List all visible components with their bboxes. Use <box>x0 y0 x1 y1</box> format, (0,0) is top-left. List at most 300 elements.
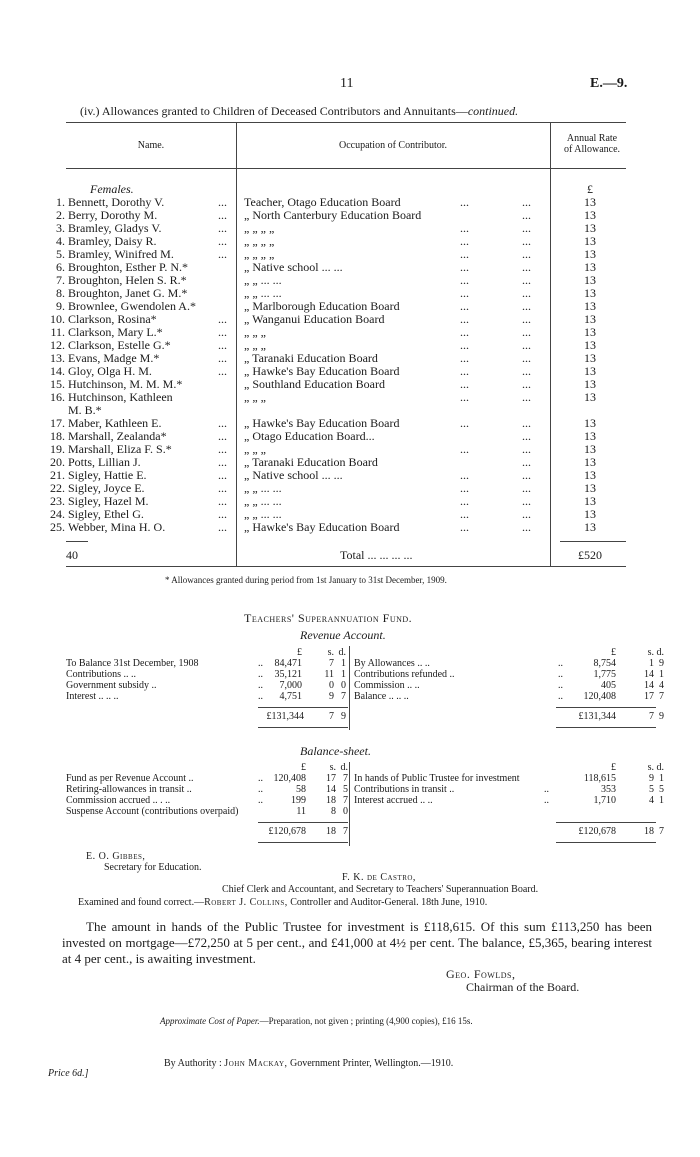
child-name: Clarkson, Estelle G.* <box>68 338 171 352</box>
row-number: 18. <box>50 429 65 443</box>
rate-leader: ... <box>522 273 531 287</box>
contributor-occupation: „ Native school ... ... <box>244 468 343 482</box>
annual-allowance: 13 <box>584 429 596 443</box>
occupation-leader: ... <box>460 312 469 326</box>
balance-left-label: Suspense Account (contributions overpaid) <box>66 806 239 817</box>
balance-right-total-pence: 7 <box>659 826 664 837</box>
revenue-right-shillings: 14 <box>644 669 654 680</box>
revenue-left-shillings: 7 <box>329 658 334 669</box>
occupation-leader: ... <box>460 338 469 352</box>
balance-left-leader: .. <box>258 795 263 806</box>
revenue-right-pounds-header: £ <box>611 647 616 658</box>
table-row <box>0 377 700 390</box>
document-reference: E.—9. <box>590 76 628 91</box>
occupation-leader: ... <box>460 247 469 261</box>
table-row <box>0 351 700 364</box>
rate-leader: ... <box>522 481 531 495</box>
contributor-occupation: „ Taranaki Education Board <box>244 455 378 469</box>
balance-left-shillings: 14 <box>326 784 336 795</box>
revenue-left-pence: 0 <box>341 680 346 691</box>
auditor-name: Robert J. Collins, <box>204 897 288 908</box>
revenue-left-shillings: 0 <box>329 680 334 691</box>
annual-allowance: 13 <box>584 195 596 209</box>
annual-allowance: 13 <box>584 208 596 222</box>
balance-left-label: Fund as per Revenue Account .. <box>66 773 194 784</box>
balance-right-total-shillings: 18 <box>644 826 654 837</box>
table-row <box>0 403 700 416</box>
row-number: 23. <box>50 494 65 508</box>
castro-name: F. K. de Castro, <box>342 872 416 883</box>
annual-allowance: 13 <box>584 338 596 352</box>
revenue-left-pounds: 35,121 <box>274 669 302 680</box>
revenue-left-pence: 1 <box>341 669 346 680</box>
name-leader: ... <box>218 208 227 222</box>
rate-leader: ... <box>522 468 531 482</box>
balance-right-pounds: 118,615 <box>583 773 616 784</box>
authority-suffix: Government Printer, Wellington.—1910. <box>287 1058 454 1069</box>
occupation-leader: ... <box>460 286 469 300</box>
child-name: Marshall, Zealanda* <box>68 429 167 443</box>
table-row <box>0 260 700 273</box>
row-number: 8. <box>56 286 65 300</box>
table-row <box>0 468 700 481</box>
rate-leader: ... <box>522 455 531 469</box>
castro-title: Chief Clerk and Accountant, and Secretary to Teachers' Superannuation Board. <box>222 884 539 895</box>
annual-allowance: 13 <box>584 481 596 495</box>
gibbes-title: Secretary for Education. <box>104 862 202 873</box>
balance-left-pence-header: d. <box>340 762 348 773</box>
child-name: Bramley, Winifred M. <box>68 247 174 261</box>
row-number: 22. <box>50 481 65 495</box>
occupation-leader: ... <box>460 273 469 287</box>
table-row <box>0 429 700 442</box>
annual-allowance: 13 <box>584 507 596 521</box>
table-row <box>0 195 700 208</box>
name-leader: ... <box>218 507 227 521</box>
balance-sheet-title: Balance-sheet. <box>300 744 371 758</box>
authority-prefix: By Authority : <box>164 1058 225 1069</box>
child-name: Sigley, Hattie E. <box>68 468 147 482</box>
revenue-right-pence: 9 <box>659 658 664 669</box>
balance-left-leader: .. <box>258 773 263 784</box>
gibbes-name: E. O. Gibbes, <box>86 851 146 862</box>
name-leader: ... <box>218 481 227 495</box>
contributor-occupation: „ „ „ <box>244 390 266 404</box>
row-number: 21. <box>50 468 65 482</box>
contributor-occupation: „ „ „ „ <box>244 221 275 235</box>
child-name: Potts, Lillian J. <box>68 455 141 469</box>
balance-left-shillings: 8 <box>331 806 336 817</box>
fund-title: Teachers' Superannuation Fund. <box>244 611 413 625</box>
name-leader: ... <box>218 494 227 508</box>
revenue-left-pounds-header: £ <box>297 647 302 658</box>
revenue-left-label: Contributions .. .. <box>66 669 137 680</box>
occupation-leader: ... <box>460 520 469 534</box>
balance-left-pence: 5 <box>343 784 348 795</box>
column-header-name: Name. <box>137 140 165 151</box>
occupation-leader: ... <box>460 260 469 274</box>
balance-right-leader: .. <box>544 784 549 795</box>
contributor-occupation: „ Native school ... ... <box>244 260 343 274</box>
rate-leader: ... <box>522 338 531 352</box>
balance-left-pounds-header: £ <box>301 762 306 773</box>
child-name: Broughton, Helen S. R.* <box>68 273 187 287</box>
contributor-occupation: „ „ „ <box>244 325 266 339</box>
balance-left-label: Retiring-allowances in transit .. <box>66 784 192 795</box>
revenue-right-shillings: 1 <box>649 658 654 669</box>
occupation-leader: ... <box>460 481 469 495</box>
revenue-left-pounds: 4,751 <box>279 691 302 702</box>
table-row <box>0 208 700 221</box>
annual-allowance: 13 <box>584 260 596 274</box>
contributor-occupation: „ Southland Education Board <box>244 377 385 391</box>
cost-line <box>160 1016 473 1026</box>
balance-right-pounds: 1,710 <box>593 795 616 806</box>
child-name: Broughton, Esther P. N.* <box>68 260 188 274</box>
table-caption <box>80 104 518 119</box>
revenue-left-pence-header: d. <box>338 647 346 658</box>
revenue-right-leader: .. <box>558 669 563 680</box>
contributor-occupation: „ Wanganui Education Board <box>244 312 385 326</box>
rate-leader: ... <box>522 416 531 430</box>
revenue-right-leader: .. <box>558 658 563 669</box>
contributor-occupation: „ „ ... ... <box>244 507 282 521</box>
balance-left-pounds: 58 <box>296 784 306 795</box>
row-number: 10. <box>50 312 65 326</box>
revenue-right-pence: 4 <box>659 680 664 691</box>
child-name: Sigley, Joyce E. <box>68 481 145 495</box>
contributor-occupation: „ „ „ „ <box>244 234 275 248</box>
row-number: 14. <box>50 364 65 378</box>
occupation-leader: ... <box>460 221 469 235</box>
row-number: 9. <box>56 299 65 313</box>
revenue-left-shillings: 9 <box>329 691 334 702</box>
table-row <box>0 273 700 286</box>
name-leader: ... <box>218 247 227 261</box>
balance-right-shillings-header: s. <box>647 762 654 773</box>
revenue-left-shillings: 11 <box>324 669 334 680</box>
revenue-left-total-shillings: 7 <box>329 711 334 722</box>
table-bottom-rule <box>66 566 626 567</box>
annual-allowance: 13 <box>584 416 596 430</box>
revenue-right-label: Commission .. .. <box>354 680 420 691</box>
row-number: 19. <box>50 442 65 456</box>
table-row <box>0 234 700 247</box>
revenue-right-leader: .. <box>558 691 563 702</box>
occupation-leader: ... <box>460 299 469 313</box>
table-row <box>0 507 700 520</box>
rate-leader: ... <box>522 390 531 404</box>
chairman-name: Geo. Fowlds, <box>446 967 516 981</box>
balance-right-pence-header: d. <box>656 762 664 773</box>
table-row <box>0 494 700 507</box>
occupation-leader: ... <box>460 468 469 482</box>
balance-left-shillings: 18 <box>326 795 336 806</box>
rate-leader: ... <box>522 507 531 521</box>
contributor-occupation: „ Otago Education Board... <box>244 429 375 443</box>
name-leader: ... <box>218 312 227 326</box>
rate-leader: ... <box>522 195 531 209</box>
occupation-leader: ... <box>460 364 469 378</box>
balance-right-pounds-header: £ <box>611 762 616 773</box>
name-leader: ... <box>218 520 227 534</box>
table-row <box>0 286 700 299</box>
table-row <box>0 338 700 351</box>
row-number: 25. <box>50 520 65 534</box>
revenue-right-label: Contributions refunded .. <box>354 669 455 680</box>
revenue-right-shillings: 14 <box>644 680 654 691</box>
balance-right-rule <box>556 822 656 823</box>
name-leader: ... <box>218 351 227 365</box>
annual-allowance: 13 <box>584 442 596 456</box>
revenue-right-total-pounds: £131,344 <box>578 711 616 722</box>
table-row <box>0 416 700 429</box>
table-top-rule <box>66 122 626 123</box>
revenue-left-pence: 7 <box>341 691 346 702</box>
annual-allowance: 13 <box>584 494 596 508</box>
balance-left-shillings: 17 <box>326 773 336 784</box>
child-name: Bennett, Dorothy V. <box>68 195 165 209</box>
column-header-occupation: Occupation of Contributor. <box>338 140 448 151</box>
contributor-occupation: „ „ ... ... <box>244 286 282 300</box>
revenue-left-leader: .. <box>258 658 263 669</box>
revenue-right-bottom-rule <box>556 727 656 728</box>
balance-left-shillings-header: s. <box>329 762 336 773</box>
revenue-right-total-pence: 9 <box>659 711 664 722</box>
table-row <box>0 299 700 312</box>
row-number: 12. <box>50 338 65 352</box>
row-number: 2. <box>56 208 65 222</box>
child-name: Clarkson, Rosina* <box>68 312 157 326</box>
table-header-rule <box>66 168 626 169</box>
revenue-left-total-pounds: £131,344 <box>266 711 304 722</box>
child-name: Hutchinson, Kathleen <box>68 390 173 404</box>
rate-leader: ... <box>522 429 531 443</box>
revenue-account-title: Revenue Account. <box>300 628 386 642</box>
revenue-left-pounds: 84,471 <box>274 658 302 669</box>
rate-leader: ... <box>522 234 531 248</box>
balance-right-shillings: 4 <box>649 795 654 806</box>
revenue-left-pence: 1 <box>341 658 346 669</box>
occupation-leader: ... <box>460 325 469 339</box>
balance-right-pounds: 353 <box>601 784 616 795</box>
table-row <box>0 325 700 338</box>
revenue-right-pence: 1 <box>659 669 664 680</box>
balance-left-bottom-rule <box>258 842 348 843</box>
total-label: Total ... ... ... ... <box>340 548 413 562</box>
name-leader: ... <box>218 364 227 378</box>
rate-leader: ... <box>522 520 531 534</box>
table-row <box>0 442 700 455</box>
name-leader: ... <box>218 234 227 248</box>
table-row <box>0 520 700 533</box>
printer-name: John Mackay, <box>224 1058 288 1069</box>
child-name: Clarkson, Mary L.* <box>68 325 163 339</box>
revenue-right-pounds: 405 <box>601 680 616 691</box>
child-name: Evans, Madge M.* <box>68 351 160 365</box>
contributor-occupation: „ Marlborough Education Board <box>244 299 400 313</box>
balance-left-pounds: 11 <box>296 806 306 817</box>
revenue-left-label: To Balance 31st December, 1908 <box>66 658 199 669</box>
annual-allowance: 13 <box>584 221 596 235</box>
revenue-right-pounds: 1,775 <box>593 669 616 680</box>
row-number: 20. <box>50 455 65 469</box>
child-name: Marshall, Eliza F. S.* <box>68 442 172 456</box>
contributor-occupation: „ Hawke's Bay Education Board <box>244 364 400 378</box>
balance-right-label: Interest accrued .. .. <box>354 795 433 806</box>
contributor-occupation: „ „ ... ... <box>244 481 282 495</box>
child-name: Webber, Mina H. O. <box>68 520 166 534</box>
rate-leader: ... <box>522 494 531 508</box>
rate-leader: ... <box>522 247 531 261</box>
balance-left-total-pence: 7 <box>343 826 348 837</box>
rate-leader: ... <box>522 377 531 391</box>
caption-continued: continued. <box>467 104 519 118</box>
cost-label: Approximate Cost of Paper. <box>160 1016 260 1026</box>
balance-right-bottom-rule <box>556 842 656 843</box>
balance-right-pence: 1 <box>659 773 664 784</box>
occupation-leader: ... <box>460 351 469 365</box>
row-number: 7. <box>56 273 65 287</box>
child-name: Gloy, Olga H. M. <box>68 364 152 378</box>
revenue-left-label: Interest .. .. .. <box>66 691 119 702</box>
rate-leader: ... <box>522 208 531 222</box>
child-name: Sigley, Ethel G. <box>68 507 144 521</box>
revenue-left-shillings-header: s. <box>327 647 334 658</box>
annual-allowance: 13 <box>584 377 596 391</box>
contributor-occupation: „ Taranaki Education Board <box>244 351 378 365</box>
annual-allowance: 13 <box>584 520 596 534</box>
annual-allowance: 13 <box>584 299 596 313</box>
revenue-right-leader: .. <box>558 680 563 691</box>
child-name: Berry, Dorothy M. <box>68 208 158 222</box>
annual-allowance: 13 <box>584 273 596 287</box>
row-number: 15. <box>50 377 65 391</box>
contributor-occupation: „ „ ... ... <box>244 273 282 287</box>
name-leader: ... <box>218 338 227 352</box>
column-header-rate-2: of Allowance. <box>563 144 621 155</box>
examined-prefix: Examined and found correct.— <box>78 897 205 908</box>
caption-main: (iv.) Allowances granted to Children of Deceased Contributors and Annuitants— <box>80 104 468 118</box>
occupation-leader: ... <box>460 442 469 456</box>
name-leader: ... <box>218 455 227 469</box>
balance-left-total-shillings: 18 <box>326 826 336 837</box>
rate-leader: ... <box>522 442 531 456</box>
occupation-leader: ... <box>460 416 469 430</box>
balance-left-pounds: 199 <box>291 795 306 806</box>
revenue-left-rule <box>258 707 348 708</box>
authority-line <box>164 1058 453 1069</box>
revenue-right-label: By Allowances .. .. <box>354 658 430 669</box>
table-row <box>0 312 700 325</box>
balance-right-pence: 1 <box>659 795 664 806</box>
total-count: 40 <box>66 548 78 562</box>
balance-right-pence: 5 <box>659 784 664 795</box>
revenue-right-pence-header: d. <box>656 647 664 658</box>
revenue-left-bottom-rule <box>258 727 348 728</box>
chairman-title: Chairman of the Board. <box>466 980 580 994</box>
revenue-right-shillings-header: s. <box>647 647 654 658</box>
occupation-leader: ... <box>460 234 469 248</box>
contributor-occupation: „ „ „ <box>244 442 266 456</box>
contributor-occupation: „ „ ... ... <box>244 494 282 508</box>
balance-right-total-pounds: £120,678 <box>578 826 616 837</box>
row-number: 3. <box>56 221 65 235</box>
row-number: 13. <box>50 351 65 365</box>
price: Price 6d.] <box>48 1068 89 1079</box>
name-leader: ... <box>218 468 227 482</box>
investment-paragraph: The amount in hands of the Public Trustee for investment is £118,615. Of this sum £113,250 has been invested on mortgage—£72,250 at 5 per cent., and £41,000 at 4½ per cent. The balance, £5,365, bearing interest at 4 per cent., is awaiting investment. <box>62 919 652 966</box>
revenue-left-leader: .. <box>258 680 263 691</box>
table-row <box>0 221 700 234</box>
total-amount: £520 <box>578 548 602 562</box>
balance-right-label: Contributions in transit .. <box>354 784 455 795</box>
balance-right-label: In hands of Public Trustee for investment <box>354 773 520 784</box>
row-number: 17. <box>50 416 65 430</box>
contributor-occupation: „ „ „ <box>244 338 266 352</box>
contributor-occupation: „ Hawke's Bay Education Board <box>244 416 400 430</box>
currency-symbol: £ <box>587 182 593 196</box>
revenue-right-total-shillings: 7 <box>649 711 654 722</box>
annual-allowance: 13 <box>584 247 596 261</box>
auditor-line <box>78 897 487 908</box>
count-rule <box>66 541 88 542</box>
rate-leader: ... <box>522 351 531 365</box>
table-row <box>0 247 700 260</box>
balance-left-total-pounds: £120,678 <box>268 826 306 837</box>
section-label-females: Females. <box>90 182 134 196</box>
revenue-left-pounds: 7,000 <box>279 680 302 691</box>
balance-left-rule <box>258 822 348 823</box>
rate-leader: ... <box>522 312 531 326</box>
child-name: M. B.* <box>68 403 102 417</box>
row-number: 1. <box>56 195 65 209</box>
child-name: Brownlee, Gwendolen A.* <box>68 299 196 313</box>
rate-leader: ... <box>522 221 531 235</box>
row-number: 5. <box>56 247 65 261</box>
child-name: Maber, Kathleen E. <box>68 416 162 430</box>
contributor-occupation: Teacher, Otago Education Board <box>244 195 401 209</box>
annual-allowance: 13 <box>584 390 596 404</box>
balance-left-pence: 7 <box>343 795 348 806</box>
child-name: Bramley, Gladys V. <box>68 221 162 235</box>
contributor-occupation: „ North Canterbury Education Board <box>244 208 422 222</box>
annual-allowance: 13 <box>584 234 596 248</box>
annual-allowance: 13 <box>584 455 596 469</box>
revenue-left-total-pence: 9 <box>341 711 346 722</box>
occupation-leader: ... <box>460 195 469 209</box>
child-name: Broughton, Janet G. M.* <box>68 286 188 300</box>
annual-allowance: 13 <box>584 351 596 365</box>
occupation-leader: ... <box>460 507 469 521</box>
name-leader: ... <box>218 429 227 443</box>
name-leader: ... <box>218 416 227 430</box>
child-name: Bramley, Daisy R. <box>68 234 157 248</box>
annual-allowance: 13 <box>584 286 596 300</box>
annual-allowance: 13 <box>584 468 596 482</box>
table-row <box>0 390 700 403</box>
balance-divider <box>349 762 350 846</box>
footnote: * Allowances granted during period from 1st January to 31st December, 1909. <box>165 575 447 585</box>
revenue-right-rule <box>556 707 656 708</box>
occupation-leader: ... <box>460 377 469 391</box>
revenue-right-pounds: 8,754 <box>593 658 616 669</box>
name-leader: ... <box>218 325 227 339</box>
balance-left-pounds: 120,408 <box>273 773 306 784</box>
rate-leader: ... <box>522 325 531 339</box>
row-number: 16. <box>50 390 65 404</box>
name-leader: ... <box>218 221 227 235</box>
